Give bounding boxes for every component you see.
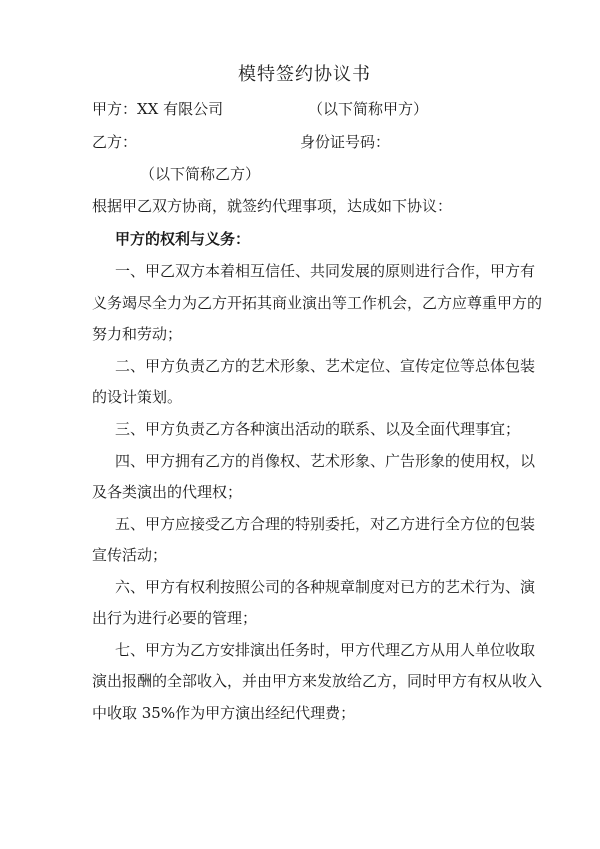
clause-7-line-1: 七、甲方为乙方安排演出任务时，甲方代理乙方从用人单位收取 <box>115 641 536 659</box>
party-b-alias: （以下简称乙方） <box>140 165 261 183</box>
party-a-label: 甲方：XX 有限公司 <box>92 100 224 118</box>
clause-6-line-2: 出行为进行必要的管理； <box>92 609 258 627</box>
intro-paragraph: 根据甲乙双方协商，就签约代理事项，达成如下协议： <box>92 197 453 215</box>
clause-3-line-1: 三、甲方负责乙方各种演出活动的联系、以及全面代理事宜； <box>115 420 521 438</box>
clause-1-line-3: 努力和劳动； <box>92 325 183 343</box>
section-heading: 甲方的权利与义务： <box>115 230 251 248</box>
clause-1-line-1: 一、甲乙双方本着相互信任、共同发展的原则进行合作，甲方有 <box>115 262 536 280</box>
clause-2-line-2: 的设计策划。 <box>92 388 183 406</box>
clause-4-line-2: 及各类演出的代理权； <box>92 483 243 501</box>
clause-7-line-2: 演出报酬的全部收入，并由甲方来发放给乙方，同时甲方有权从收入 <box>92 672 543 690</box>
clause-1-line-2: 义务竭尽全力为乙方开拓其商业演出等工作机会，乙方应尊重甲方的 <box>92 294 543 312</box>
clause-6-line-1: 六、甲方有权利按照公司的各种规章制度对已方的艺术行为、演 <box>115 578 536 596</box>
clause-5-line-1: 五、甲方应接受乙方合理的特别委托，对乙方进行全方位的包装 <box>115 515 536 533</box>
clause-7-line-3: 中收取 35%作为甲方演出经纪代理费； <box>92 704 356 722</box>
party-b-id-label: 身份证号码： <box>300 133 391 151</box>
document-title: 模特签约协议书 <box>238 64 371 85</box>
clause-2-line-1: 二、甲方负责乙方的艺术形象、艺术定位、宣传定位等总体包装 <box>115 357 536 375</box>
party-a-alias: （以下简称甲方） <box>308 100 429 118</box>
clause-4-line-1: 四、甲方拥有乙方的肖像权、艺术形象、广告形象的使用权，以 <box>115 452 536 470</box>
clause-5-line-2: 宣传活动； <box>92 546 168 564</box>
party-b-label: 乙方： <box>92 133 138 151</box>
